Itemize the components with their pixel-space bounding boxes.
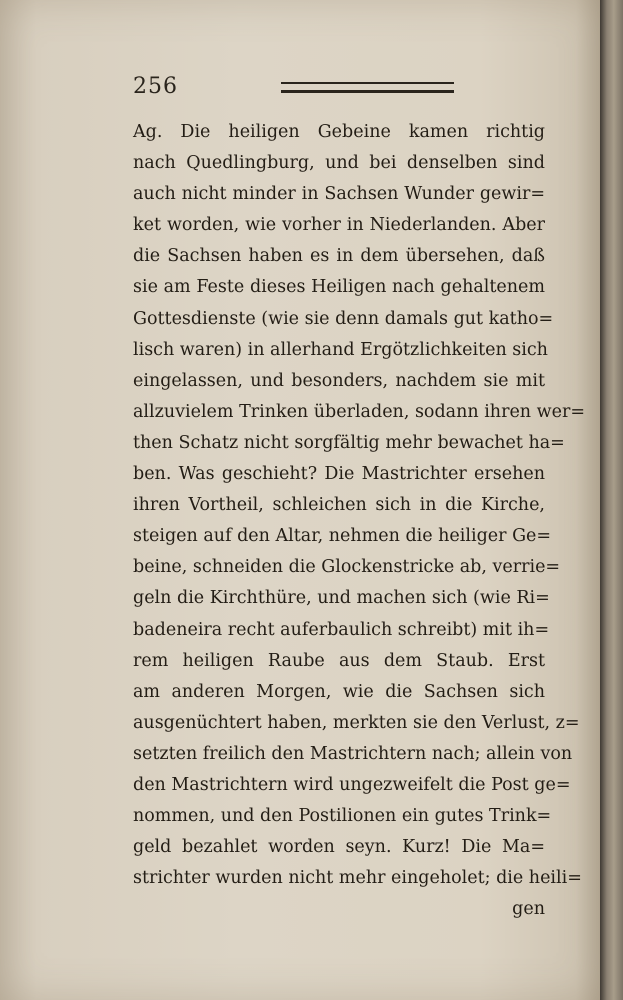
catchword: gen: [512, 899, 545, 920]
text-line: Gottesdienste (wie sie denn damals gut katho=: [133, 308, 554, 329]
text-line: beine, schneiden die Glockenstricke ab, verrie=: [133, 557, 561, 578]
header-rule: [281, 82, 454, 93]
text-line: eingelassen, und besonders, nachdem sie mit: [133, 370, 545, 391]
text-line: lisch waren) in allerhand Ergötzlichkeiten sich: [133, 339, 548, 360]
text-line: Ag. Die heiligen Gebeine kamen richtig: [133, 122, 545, 142]
text-line: rem heiligen Raube aus dem Staub. Erst: [133, 650, 545, 671]
text-line: ben. Was geschieht? Die Mastrichter ersehen: [133, 464, 545, 485]
text-line: ket worden, wie vorher in Niederlanden. Aber: [133, 215, 545, 236]
book-edge: [600, 0, 623, 1000]
text-line: die Sachsen haben es in dem übersehen, daß: [133, 246, 545, 267]
text-line: geln die Kirchthüre, und machen sich (wie Ri=: [133, 588, 550, 609]
text-line: badeneira recht auferbaulich schreibt) mit ih=: [133, 619, 550, 640]
text-line: den Mastrichtern wird ungezweifelt die Post ge=: [133, 774, 571, 795]
text-line: sie am Feste dieses Heiligen nach gehaltenem: [133, 277, 545, 298]
text-line: nach Quedlingburg, und bei denselben sind: [133, 153, 545, 174]
text-line: ihren Vortheil, schleichen sich in die Kirche,: [133, 495, 545, 516]
text-line: setzten freilich den Mastrichtern nach; allein von: [133, 743, 573, 764]
text-line: ausgenüchtert haben, merkten sie den Verlust, z=: [133, 712, 580, 733]
page-number: 256: [133, 74, 178, 99]
text-line: geld bezahlet worden seyn. Kurz! Die Ma=: [133, 837, 545, 858]
text-line: am anderen Morgen, wie die Sachsen sich: [133, 681, 545, 702]
text-line: strichter wurden nicht mehr eingeholet; die heili=: [133, 868, 582, 889]
text-line: nommen, und den Postilionen ein gutes Trink=: [133, 806, 552, 827]
text-line: allzuvielem Trinken überladen, sodann ihren wer=: [133, 401, 585, 422]
text-line: steigen auf den Altar, nehmen die heiliger Ge=: [133, 526, 552, 547]
text-line: auch nicht minder in Sachsen Wunder gewir=: [133, 184, 545, 205]
text-line: then Schatz nicht sorgfältig mehr bewachet ha=: [133, 432, 565, 453]
body-text: [133, 117, 585, 925]
